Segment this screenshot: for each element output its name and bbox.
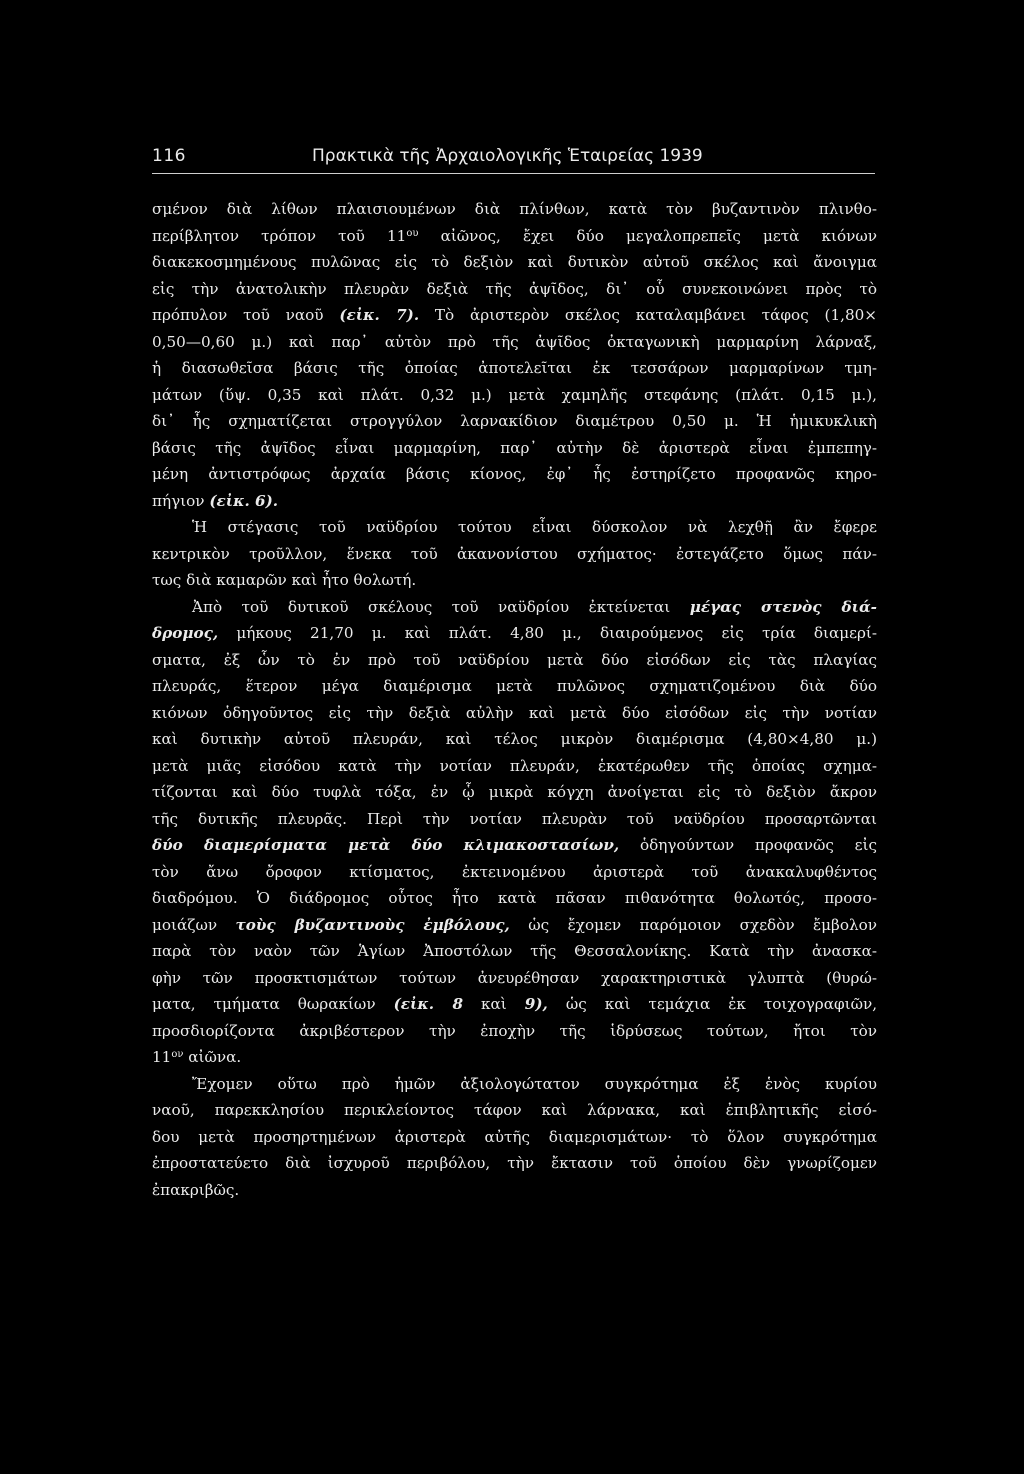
text-segment: προσδιορίζοντα ἀκριβέστερον τὴν ἐποχὴν τῆς ἱδρύσεως τούτων, ἤτοι τὸν <box>152 1021 877 1040</box>
text-line <box>152 832 877 859</box>
text-line <box>152 753 877 780</box>
bold-italic-text: 9), <box>524 995 548 1013</box>
text-segment: εἰς τὴν ἀνατολικὴν πλευρὰν δεξιὰ τῆς ἀψῖδος, δι᾽ οὗ συνεκοινώνει πρὸς τὸ <box>152 279 877 298</box>
text-line <box>152 885 877 912</box>
text-segment: τῆς δυτικῆς πλευρᾶς. Περὶ τὴν νοτίαν πλευρὰν τοῦ ναϋδρίου προσαρτῶνται <box>152 809 877 828</box>
text-line <box>152 567 877 594</box>
text-segment: βάσις τῆς ἀψῖδος εἶναι μαρμαρίνη, παρ᾽ αὐτὴν δὲ ἀριστερὰ εἶναι ἐμπεπηγ- <box>152 438 877 457</box>
text-segment: τίζονται καὶ δύο τυφλὰ τόξα, ἐν ᾧ μικρὰ κόγχη ἀνοίγεται εἰς τὸ δεξιὸν ἄκρον <box>152 783 877 801</box>
text-segment: σμένον διὰ λίθων πλαισιουμένων διὰ πλίνθων, κατὰ τὸν βυζαντινὸν πλινθο- <box>152 200 877 218</box>
text-line <box>152 249 877 276</box>
text-line <box>152 302 877 329</box>
text-segment: φὴν τῶν προσκτισμάτων τούτων ἀνευρέθησαν χαρακτηριστικὰ γλυπτὰ (θυρώ- <box>152 968 877 987</box>
text-segment: σματα, ἐξ ὧν τὸ ἐν πρὸ τοῦ ναϋδρίου μετὰ δύο εἰσόδων εἰς τὰς πλαγίας <box>152 650 877 669</box>
text-line <box>152 435 877 462</box>
running-title: Πρακτικὰ τῆς Ἀρχαιολογικῆς Ἑταιρείας 1939 <box>312 146 703 166</box>
text-segment: ὡς ἔχομεν παρόμοιον σχεδὸν ἔμβολον <box>509 915 877 934</box>
text-segment: μετὰ μιᾶς εἰσόδου κατὰ τὴν νοτίαν πλευράν, ἑκατέρωθεν τῆς ὁποίας σχημα- <box>152 756 877 775</box>
text-segment: μοιάζων <box>152 915 236 934</box>
text-segment: Ἀπὸ τοῦ δυτικοῦ σκέλους τοῦ ναϋδρίου ἐκτείνεται <box>192 597 690 616</box>
text-segment: μένη ἀντιστρόφως ἀρχαία βάσις κίονος, ἐφ᾽ ἧς ἐστηρίζετο προφανῶς κηρο- <box>152 465 877 483</box>
text-segment: δι᾽ ἧς σχηματίζεται στρογγύλον λαρνακίδιον διαμέτρου 0,50 μ. Ἡ ἡμικυκλικὴ <box>152 412 877 430</box>
text-segment: αἰῶνα. <box>183 1048 242 1066</box>
text-segment: πρόπυλον τοῦ ναοῦ <box>152 306 340 324</box>
page-header <box>152 146 875 176</box>
body-text <box>152 196 877 1203</box>
bold-italic-text: δρομος, <box>152 624 219 642</box>
text-segment: ματα, τμήματα θωρακίων <box>152 995 394 1013</box>
text-line <box>152 1097 877 1124</box>
text-segment: Τὸ ἀριστερὸν σκέλος καταλαμβάνει τάφος (1,80× <box>419 306 877 324</box>
text-segment: Ἡ στέγασις τοῦ ναϋδρίου τούτου εἶναι δύσκολον νὰ λεχθῇ ἂν ἔφερε <box>192 518 877 536</box>
header-rule <box>152 173 875 174</box>
text-line <box>152 779 877 806</box>
bold-italic-text: μέγας στενὸς διά- <box>689 597 877 616</box>
text-segment: τὸν ἄνω ὄροφον κτίσματος, ἐκτεινομένου ἀριστερὰ τοῦ ἀνακαλυφθέντος <box>152 862 877 881</box>
text-segment: καὶ δυτικὴν αὐτοῦ πλευράν, καὶ τέλος μικρὸν διαμέρισμα (4,80×4,80 μ.) <box>152 730 877 748</box>
text-line <box>152 938 877 965</box>
bold-italic-text: τοὺς βυζαντινοὺς ἐμβόλους, <box>235 915 510 934</box>
superscript: ον <box>171 1049 184 1060</box>
text-line <box>152 620 877 647</box>
bold-italic-text: (εἰκ. 6). <box>209 491 279 510</box>
text-line <box>152 806 877 833</box>
bold-italic-text: (εἰκ. 7). <box>339 306 420 324</box>
text-segment: πήγιον <box>152 491 210 510</box>
bold-italic-text: (εἰκ. 8 <box>393 995 464 1013</box>
text-line <box>152 355 877 382</box>
text-line <box>152 1124 877 1151</box>
text-segment: ἐπροστατεύετο διὰ ἰσχυροῦ περιβόλου, τὴν ἔκτασιν τοῦ ὁποίου δὲν γνωρίζομεν <box>152 1154 877 1172</box>
text-segment: δου μετὰ προσηρτημένων ἀριστερὰ αὐτῆς διαμερισμάτων· τὸ ὅλον συγκρότημα <box>152 1127 877 1146</box>
text-segment: 11 <box>152 1048 172 1066</box>
text-line <box>152 647 877 674</box>
text-segment: ὁδηγούντων προφανῶς εἰς <box>619 836 877 854</box>
text-segment: ὡς καὶ τεμάχια ἐκ τοιχογραφιῶν, <box>547 995 878 1013</box>
text-segment: μάτων (ὕψ. 0,35 καὶ πλάτ. 0,32 μ.) μετὰ χαμηλῆς στεφάνης (πλάτ. 0,15 μ.), <box>152 385 877 404</box>
text-line <box>152 859 877 886</box>
text-line <box>152 196 877 223</box>
text-segment: κεντρικὸν τροῦλλον, ἕνεκα τοῦ ἀκανονίστου σχήματος· ἐστεγάζετο ὅμως πάν- <box>152 544 877 563</box>
text-line <box>152 1018 877 1045</box>
text-segment: Ἔχομεν οὕτω πρὸ ἡμῶν ἀξιολογώτατον συγκρότημα ἐξ ἑνὸς κυρίου <box>192 1074 877 1093</box>
text-line <box>152 541 877 568</box>
text-segment: κιόνων ὁδηγοῦντος εἰς τὴν δεξιὰ αὐλὴν καὶ μετὰ δύο εἰσόδων εἰς τὴν νοτίαν <box>152 703 877 722</box>
text-line <box>152 965 877 992</box>
text-segment: παρὰ τὸν ναὸν τῶν Ἁγίων Ἀποστόλων τῆς Θεσσαλονίκης. Κατὰ τὴν ἀνασκα- <box>152 942 877 960</box>
text-line <box>152 1044 877 1071</box>
text-line <box>152 700 877 727</box>
text-segment: διακεκοσμημένους πυλῶνας εἰς τὸ δεξιὸν καὶ δυτικὸν αὐτοῦ σκέλος καὶ ἄνοιγμα <box>152 253 877 271</box>
text-segment: τως διὰ καμαρῶν καὶ ἦτο θολωτή. <box>152 571 417 589</box>
text-line <box>152 594 877 621</box>
text-segment: περίβλητον τρόπον τοῦ 11 <box>152 226 407 245</box>
text-line <box>152 1071 877 1098</box>
text-segment: πλευράς, ἕτερον μέγα διαμέρισμα μετὰ πυλῶνος σχηματιζομένου διὰ δύο <box>152 677 877 695</box>
text-line <box>152 912 877 939</box>
text-line <box>152 514 877 541</box>
text-line <box>152 223 877 250</box>
text-line <box>152 276 877 303</box>
text-segment: 0,50—0,60 μ.) καὶ παρ᾽ αὐτὸν πρὸ τῆς ἀψῖδος ὀκταγωνικὴ μαρμαρίνη λάρναξ, <box>152 332 877 351</box>
text-line <box>152 991 877 1018</box>
text-segment: μήκους 21,70 μ. καὶ πλάτ. 4,80 μ., διαιρούμενος εἰς τρία διαμερί- <box>218 624 877 642</box>
text-line <box>152 329 877 356</box>
text-line <box>152 488 877 515</box>
bold-italic-text: δύο διαμερίσματα μετὰ δύο κλιμακοστασίων, <box>152 836 620 854</box>
superscript: ου <box>406 227 419 239</box>
text-segment: καὶ <box>463 995 525 1013</box>
text-segment: ἐπακριβῶς. <box>152 1180 240 1199</box>
text-segment: διαδρόμου. Ὁ διάδρομος οὗτος ἦτο κατὰ πᾶσαν πιθανότητα θολωτός, προσο- <box>152 889 877 907</box>
text-line <box>152 673 877 700</box>
text-segment: αἰῶνος, ἔχει δύο μεγαλοπρεπεῖς μετὰ κιόνων <box>418 226 877 245</box>
page-number: 116 <box>152 146 186 166</box>
text-line <box>152 382 877 409</box>
text-line <box>152 1150 877 1177</box>
text-line <box>152 1177 877 1204</box>
text-segment: ἡ διασωθεῖσα βάσις τῆς ὁποίας ἀποτελεῖται ἐκ τεσσάρων μαρμαρίνων τμη- <box>152 359 877 377</box>
text-line <box>152 408 877 435</box>
text-line <box>152 726 877 753</box>
text-line <box>152 461 877 488</box>
text-segment: ναοῦ, παρεκκλησίου περικλείοντος τάφον καὶ λάρνακα, καὶ ἐπιβλητικῆς εἰσό- <box>152 1101 877 1119</box>
